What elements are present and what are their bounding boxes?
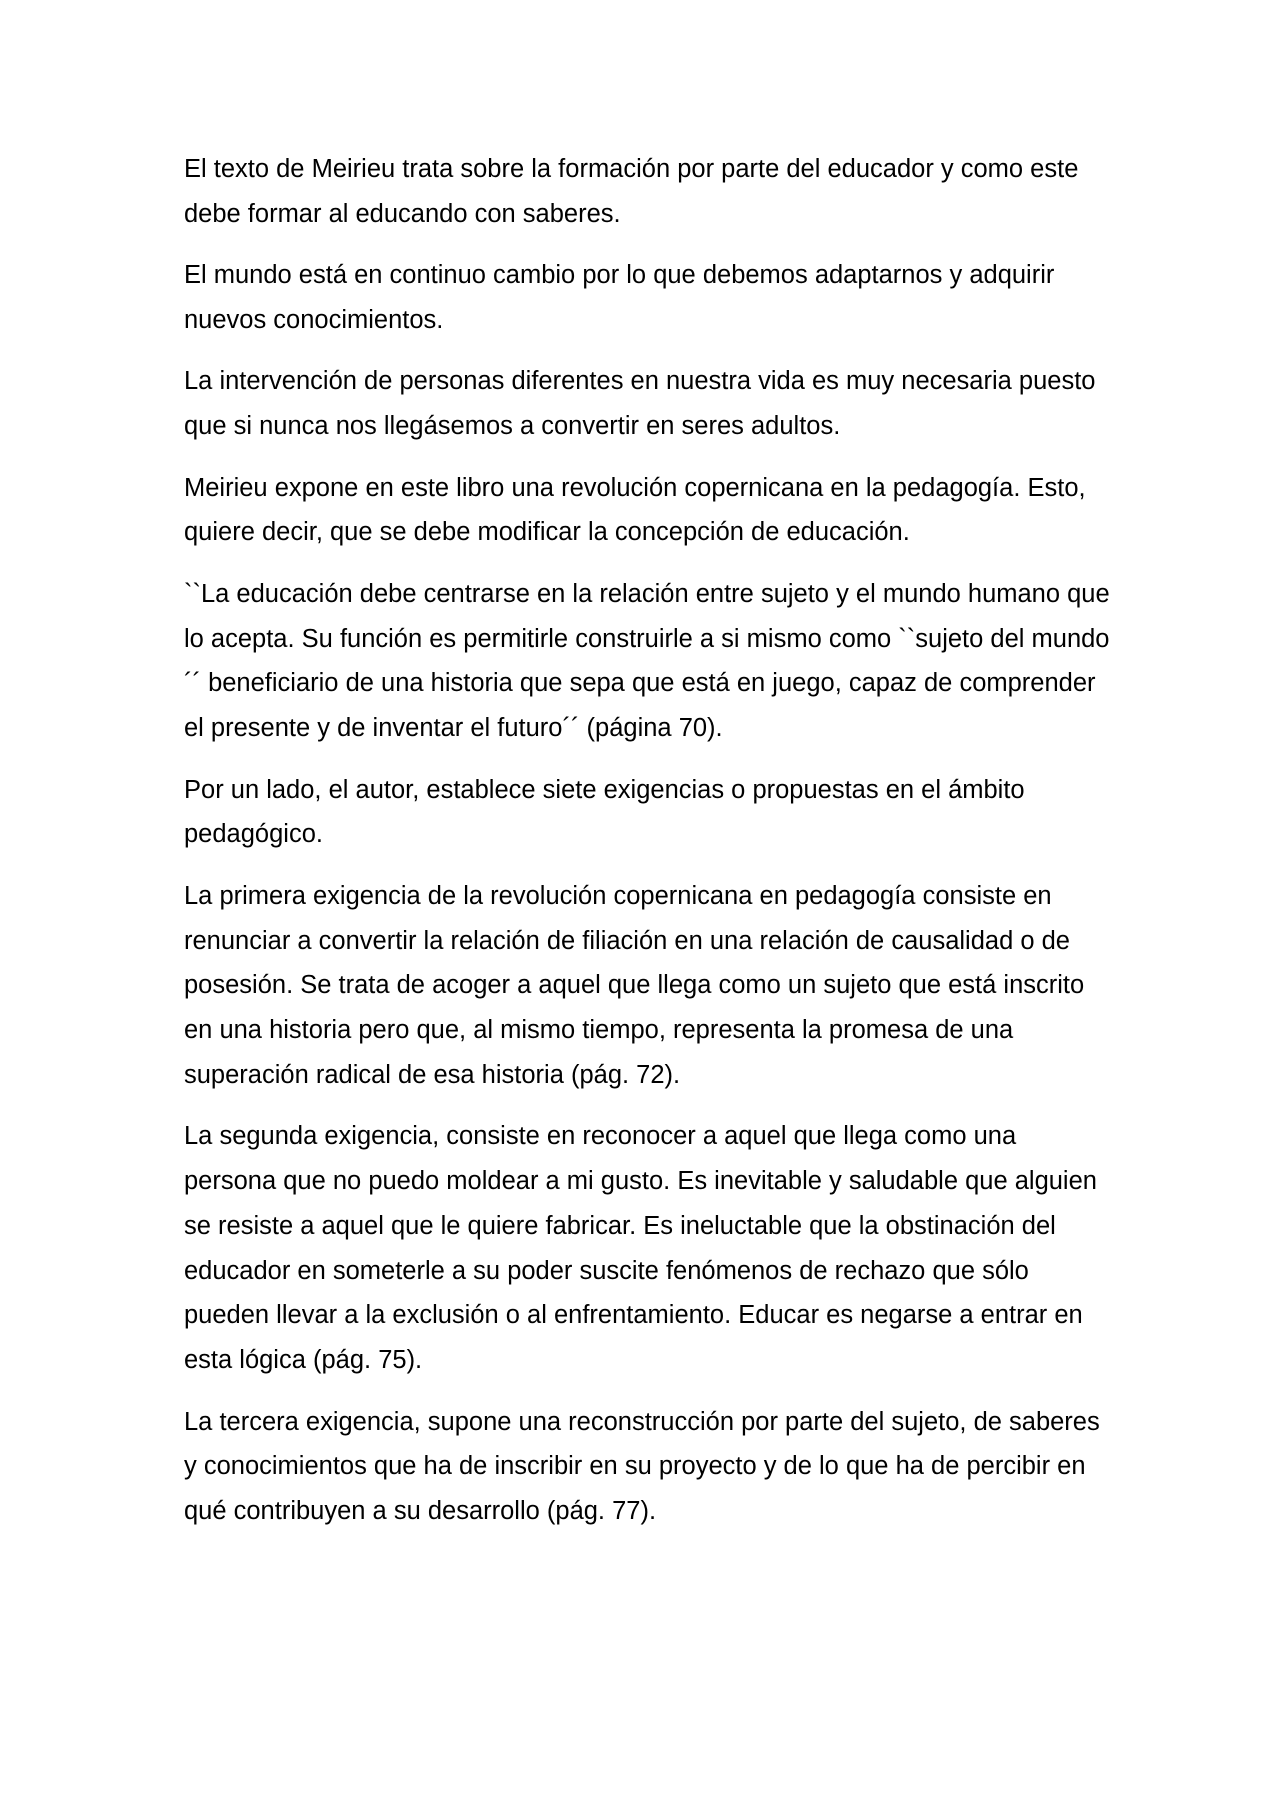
paragraph-second-demand: La segunda exigencia, consiste en reconocer a aquel que llega como una persona que no puedo moldear a mi gusto. Es inevitable y saludable que alguien se resiste a aquel que le quiere fabricar. Es ineluctable que la obstinación del educador en someterle a su poder suscite fenómenos de rechazo que sólo pueden llevar a la exclusión o al enfrentamiento. Educar es negarse a entrar en esta lógica (pág. 75). [184, 1122, 1097, 1375]
paragraph-intervention: La intervención de personas diferentes en nuestra vida es muy necesaria puesto que si nunca nos llegásemos a convertir en seres adultos. [184, 367, 1096, 441]
paragraph-world-change: El mundo está en continuo cambio por lo que debemos adaptarnos y adquirir nuevos conocimientos. [184, 261, 1055, 334]
paragraph-first-demand: La primera exigencia de la revolución copernicana en pedagogía consiste en renunciar a convertir la relación de filiación en una relación de causalidad o de posesión. Se trata de acoger a aquel que llega como un sujeto que está inscrito en una historia pero que, al mismo tiempo, representa la promesa de una superación radical de esa historia (pág. 72). [184, 881, 1085, 1089]
paragraph-intro: El texto de Meirieu trata sobre la formación por parte del educador y como este debe formar al educando con saberes. [184, 155, 1079, 228]
paragraph-copernican-revolution: Meirieu expone en este libro una revolución copernicana en la pedagogía. Esto, quiere decir, que se debe modificar la concepción de educación. [184, 473, 1086, 547]
paragraph-quote: ``La educación debe centrarse en la relación entre sujeto y el mundo humano que lo acepta. Su función es permitirle construirle a si mismo como ``sujeto del mundo´´ beneficiario de una historia que sepa que está en juego, capaz de comprender el presente y de inventar el futuro´´ (página 70). [184, 579, 1110, 743]
paragraph-third-demand: La tercera exigencia, supone una reconstrucción por parte del sujeto, de saberes y conocimientos que ha de inscribir en su proyecto y de lo que ha de percibir en qué contribuyen a su desarrollo (pág. 77). [184, 1407, 1100, 1526]
document-body [184, 147, 1114, 1551]
paragraph-seven-demands: Por un lado, el autor, establece siete exigencias o propuestas en el ámbito pedagógico. [184, 775, 1025, 849]
